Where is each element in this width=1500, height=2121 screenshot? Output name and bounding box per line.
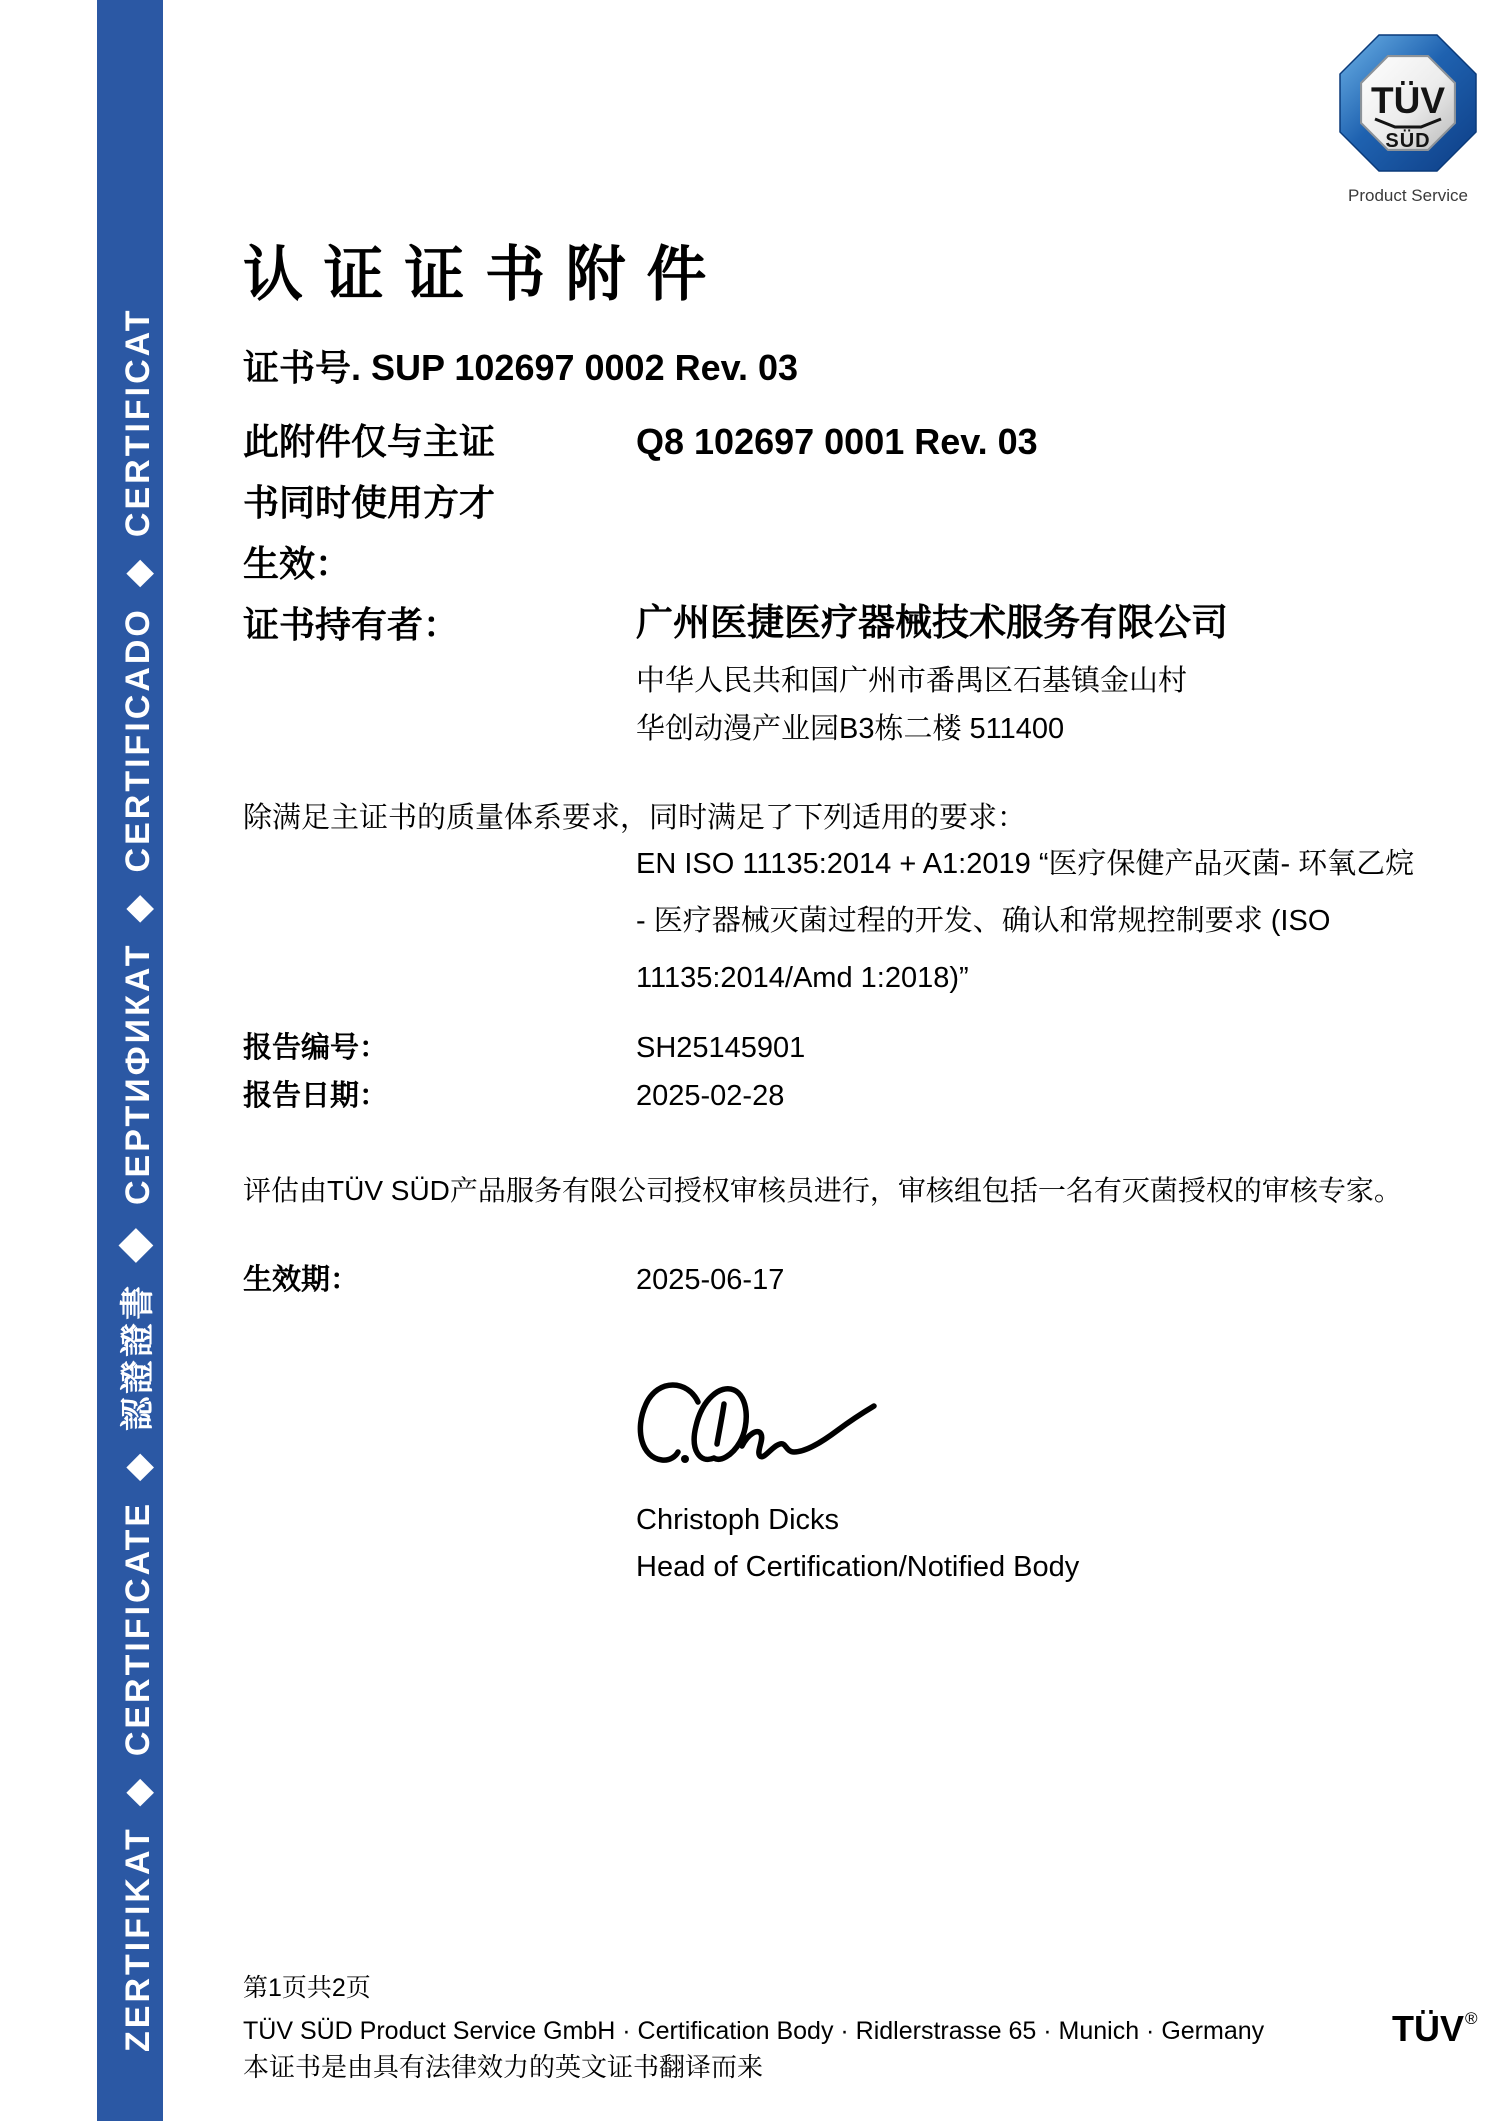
page-title: 认 证 证 书 附 件 (243, 241, 709, 308)
main-cert-note-line-3: 生效： (243, 543, 352, 584)
page-indicator: 第1页共2页 (243, 1974, 371, 2002)
footer-brand-text: TÜV (1392, 2008, 1464, 2049)
effective-date-value: 2025-06-17 (636, 1264, 785, 1296)
tuv-sud-logo (1338, 33, 1478, 173)
standard-line-1: EN ISO 11135:2014 + A1:2019 “医疗保健产品灭菌- 环氧乙烷 (636, 848, 1415, 880)
certificate-number: 证书号. SUP 102697 0002 Rev. 03 (243, 347, 799, 388)
effective-date-label: 生效期： (243, 1264, 360, 1296)
report-date-label: 报告日期： (243, 1080, 389, 1112)
signatory-title: Head of Certification/Notified Body (636, 1551, 1080, 1583)
footer-company-line: TÜV SÜD Product Service GmbH · Certification Body · Ridlerstrasse 65 · Munich · Germany (243, 2017, 1265, 2045)
footer-brand (1392, 2008, 1477, 2049)
standard-line-3: 11135:2014/Amd 1:2018)” (636, 962, 969, 994)
holder-address-line-2: 华创动漫产业园B3栋二楼 511400 (636, 713, 1065, 745)
side-banner (97, 0, 163, 2121)
logo-tuv-text: TÜV (1371, 80, 1445, 121)
report-number-value: SH25145901 (636, 1032, 806, 1064)
main-cert-note-line-1: 此附件仅与主证 (243, 421, 496, 462)
signature-image (618, 1372, 903, 1490)
signatory-name: Christoph Dicks (636, 1504, 840, 1536)
product-service-caption: Product Service (1348, 186, 1468, 205)
banner-text: ZERTIFIKAT ◆ CERTIFICATE ◆ 認證證書 ◆ СЕРТИФИКАТ ◆ CERTIFICADO ◆ CERTIFICAT (119, 307, 157, 2052)
main-cert-note-line-2: 书同时使用方才 (243, 482, 496, 523)
logo-sud-text: SÜD (1385, 130, 1431, 152)
standard-line-2: - 医疗器械灭菌过程的开发、确认和常规控制要求 (ISO (636, 905, 1331, 937)
footer-translation-note: 本证书是由具有法律效力的英文证书翻译而来 (243, 2052, 764, 2082)
holder-address-line-1: 中华人民共和国广州市番禺区石基镇金山村 (636, 665, 1188, 697)
requirements-intro: 除满足主证书的质量体系要求，同时满足了下列适用的要求： (243, 802, 1027, 834)
registered-trademark-icon: ® (1465, 2009, 1478, 2028)
evaluation-note: 评估由TÜV SÜD产品服务有限公司授权审核员进行，审核组包括一名有灭菌授权的审核专家。 (243, 1175, 1402, 1206)
report-date-value: 2025-02-28 (636, 1080, 785, 1112)
holder-name: 广州医捷医疗器械技术服务有限公司 (636, 602, 1228, 643)
report-number-label: 报告编号： (243, 1032, 389, 1064)
holder-label: 证书持有者： (243, 604, 460, 645)
main-cert-value: Q8 102697 0001 Rev. 03 (636, 421, 1038, 462)
